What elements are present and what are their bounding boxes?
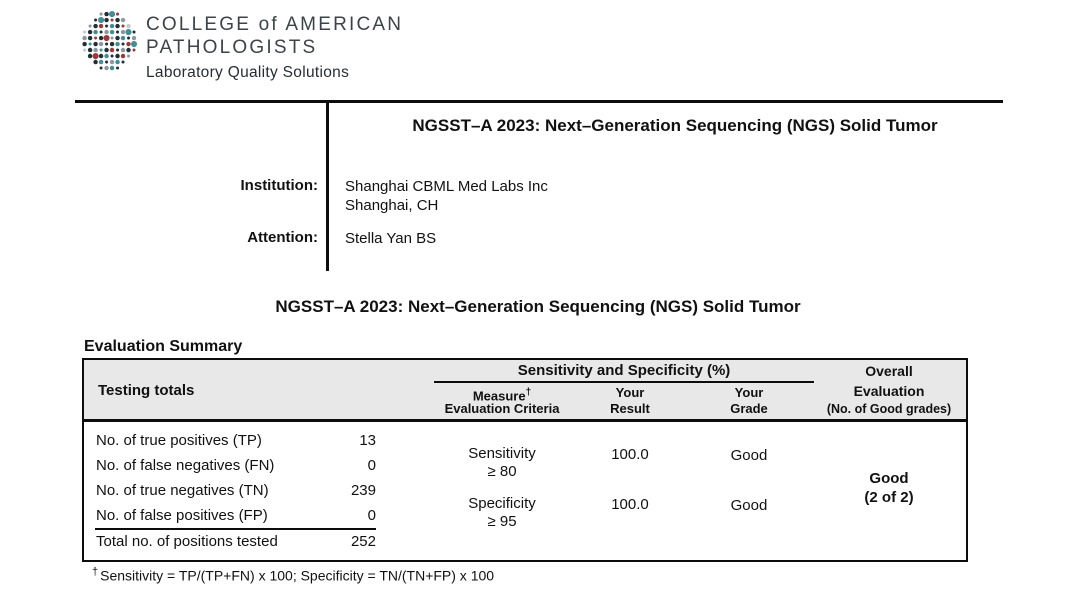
logo-tagline: Laboratory Quality Solutions	[146, 64, 350, 81]
col-header-your: Your	[615, 385, 645, 400]
tt-value-tp: 13	[359, 432, 376, 449]
measure-sensitivity: Sensitivity	[468, 445, 536, 462]
tt-label-tn: No. of true negatives (TN)	[96, 482, 269, 499]
evaluation-summary-heading: Evaluation Summary	[84, 338, 243, 355]
tt-value-tn: 239	[350, 482, 376, 499]
dagger-icon: †	[525, 387, 532, 398]
institution-label: Institution:	[240, 177, 318, 194]
criteria-sensitivity: ≥ 80	[487, 463, 517, 480]
measure-specificity: Specificity	[468, 495, 536, 512]
section-title: NGSST–A 2023: Next–Generation Sequencing (NGS) Solid Tumor	[275, 297, 801, 316]
tt-label-fp: No. of false positives (FP)	[96, 507, 268, 524]
overall-count: (2 of 2)	[864, 489, 914, 506]
dagger-icon: †	[92, 566, 99, 578]
cap-dots-logo-icon	[80, 10, 138, 72]
header-vertical-divider	[326, 100, 329, 271]
grade-specificity: Good	[730, 497, 768, 514]
col-header-good-grades-note: (No. of Good grades)	[826, 402, 952, 416]
footnote	[92, 566, 494, 584]
table-body	[84, 423, 966, 560]
grade-sensitivity: Good	[730, 447, 768, 464]
cap-logo	[80, 8, 640, 88]
measure-word: Measure	[472, 388, 526, 404]
attention-value: Stella Yan BS	[345, 230, 437, 247]
col-header-overall: Overall	[865, 363, 913, 379]
report-title: NGSST–A 2023: Next–Generation Sequencing (NGS) Solid Tumor	[412, 116, 938, 135]
header-horizontal-rule	[75, 100, 1003, 103]
col-header-testing-totals: Testing totals	[98, 382, 195, 399]
logo-text-line2: PATHOLOGISTS	[146, 37, 318, 58]
table-header	[84, 360, 966, 422]
evaluation-summary-table	[82, 358, 968, 562]
overall-grade: Good	[869, 470, 909, 487]
institution-location: Shanghai, CH	[345, 197, 439, 214]
result-specificity: 100.0	[611, 496, 649, 513]
totals-sum-line	[95, 528, 376, 530]
col-header-grade: Grade	[730, 401, 768, 416]
col-header-evaluation: Evaluation	[853, 383, 925, 399]
tt-value-total: 252	[350, 533, 376, 550]
footnote-text: Sensitivity = TP/(TP+FN) x 100; Specificity = TN/(TN+FP) x 100	[100, 567, 495, 584]
col-header-your2: Your	[734, 385, 764, 400]
institution-name: Shanghai CBML Med Labs Inc	[345, 178, 548, 195]
tt-label-fn: No. of false negatives (FN)	[96, 457, 275, 474]
criteria-specificity: ≥ 95	[487, 513, 517, 530]
institution-value	[345, 177, 548, 215]
tt-value-fp: 0	[367, 507, 376, 524]
col-header-evaluation-criteria: Evaluation Criteria	[444, 401, 560, 416]
tt-label-total: Total no. of positions tested	[96, 533, 278, 550]
attention-label: Attention:	[247, 229, 318, 246]
logo-text-line1: COLLEGE of AMERICAN	[146, 14, 404, 35]
tt-label-tp: No. of true positives (TP)	[96, 432, 262, 449]
col-header-result: Result	[610, 401, 650, 416]
tt-value-fn: 0	[367, 457, 376, 474]
result-sensitivity: 100.0	[611, 446, 649, 463]
col-group-header-sensitivity-specificity: Sensitivity and Specificity (%)	[434, 362, 814, 383]
